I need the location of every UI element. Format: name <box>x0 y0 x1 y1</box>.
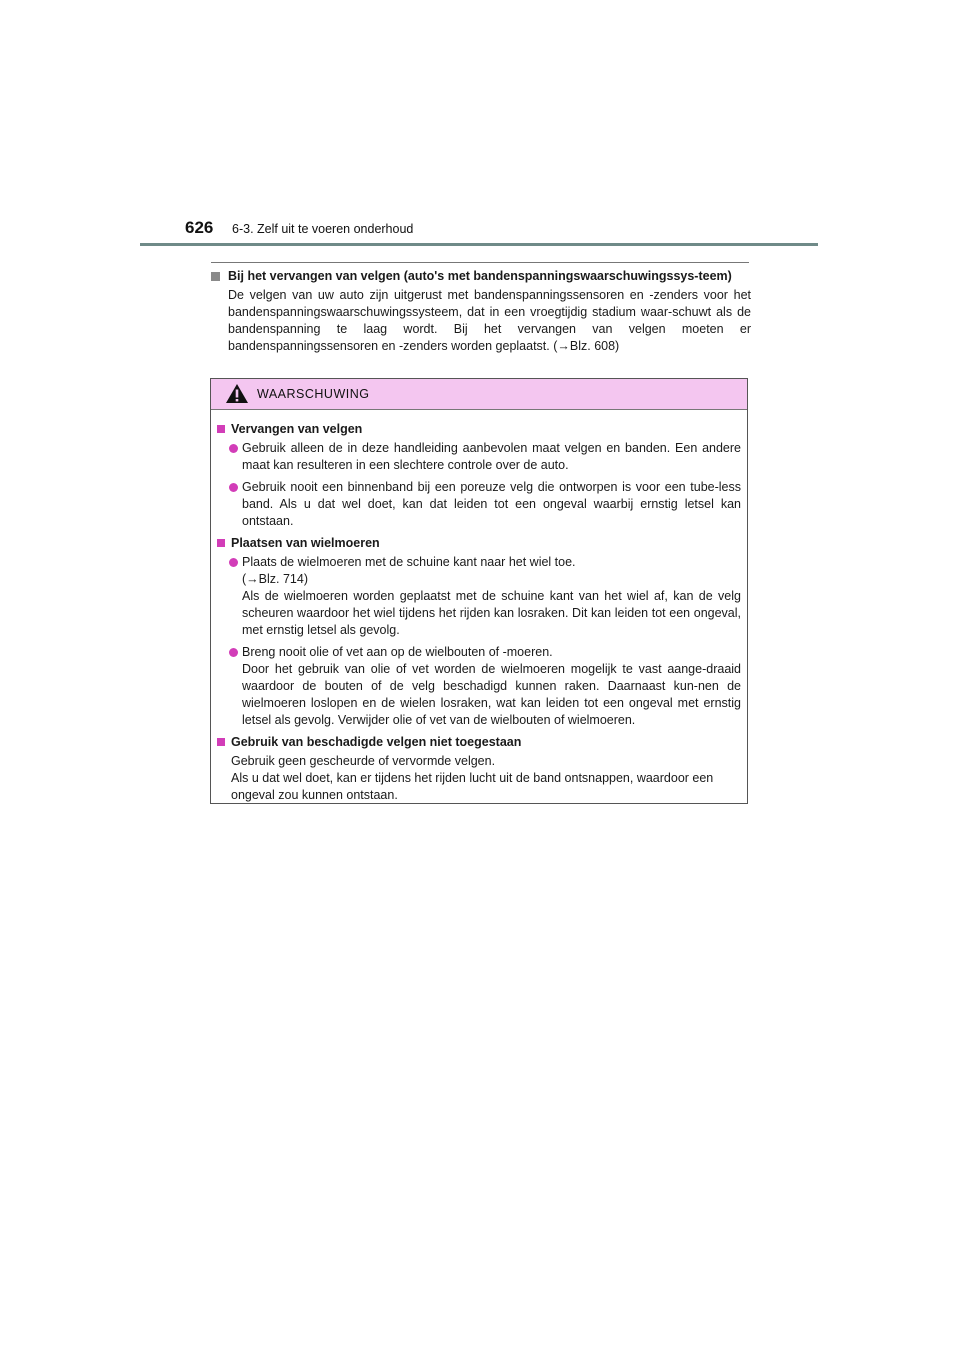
square-bullet-icon <box>217 738 225 746</box>
warning-section-heading <box>217 535 741 552</box>
warning-bullet-text: Door het gebruik van olie of vet worden de wielmoeren mogelijk te vast aange-draaid waardoor de bouten of de velg beschadigd kunnen raken. Daarnaast kun-nen de wielmoeren loslopen en de wielen losraken, wat kan leiden tot een ongeval met ernstig letsel als gevolg. Verwijder olie of vet van de wielbouten of wielmoeren. <box>242 662 741 727</box>
warning-paragraph-text: Gebruik geen gescheurde of vervormde velgen. <box>231 754 496 768</box>
warning-bullet-text: Breng nooit olie of vet aan op de wielbouten of -moeren. <box>242 645 553 659</box>
section-title: 6-3. Zelf uit te voeren onderhoud <box>232 222 414 236</box>
warning-title: WAARSCHUWING <box>257 387 370 401</box>
warning-section-heading-text: Gebruik van beschadigde velgen niet toegestaan <box>231 735 522 749</box>
warning-body <box>211 410 747 804</box>
square-bullet-icon <box>217 425 225 433</box>
round-bullet-icon <box>229 648 238 657</box>
round-bullet-icon <box>229 558 238 567</box>
round-bullet-icon <box>229 444 238 453</box>
warning-paragraph <box>217 753 741 804</box>
round-bullet-icon <box>229 483 238 492</box>
warning-bullet-item <box>217 479 741 530</box>
content-rule <box>211 262 749 263</box>
warning-section-heading <box>217 421 741 438</box>
warning-paragraph-text: Als u dat wel doet, kan er tijdens het rijden lucht uit de band ontsnappen, waardoor een ongeval zou kunnen ontstaan. <box>231 771 714 802</box>
warning-bullet-text: Als de wielmoeren worden geplaatst met de schuine kant van het wiel af, kan de velg scheuren waardoor het wiel tijdens het rijden kan losraken. Dit kan leiden tot een ongeval, met ernstig letsel als gevolg. <box>242 589 741 637</box>
warning-bullet-text: (→Blz. 714) <box>242 572 308 586</box>
warning-bullet-text: Gebruik alleen de in deze handleiding aanbevolen maat velgen en banden. Een andere maat kan resulteren in een slechtere controle over de auto. <box>242 441 741 472</box>
warning-box <box>210 378 748 804</box>
page-number: 626 <box>185 218 214 237</box>
warning-bullet-text: Gebruik nooit een binnenband bij een poreuze velg die ontworpen is voor een tube-less band. Als u dat wel doet, kan dat leiden tot een ongeval waarbij ernstig letsel kan ontstaan. <box>242 480 741 528</box>
warning-bullet-item <box>217 644 741 729</box>
square-bullet-icon <box>217 539 225 547</box>
warning-header <box>211 379 747 410</box>
warning-bullet-text: Plaats de wielmoeren met de schuine kant naar het wiel toe. <box>242 555 576 569</box>
intro-body: De velgen van uw auto zijn uitgerust met bandenspanningssensoren en -zenders voor het bandenspanningswaarschuwingssysteem, dat in een vroegtijdig stadium waar-schuwt als de bandenspanning te laag wordt. Bij het vervangen van velgen moeten er bandenspanningssensoren en -zenders worden geplaatst. (→Blz. 608) <box>228 288 751 353</box>
square-bullet-icon <box>211 272 220 281</box>
warning-bullet-item <box>217 554 741 639</box>
warning-bullet-item <box>217 440 741 474</box>
warning-section-heading <box>217 734 741 751</box>
intro-heading <box>211 268 751 285</box>
warning-section-heading-text: Plaatsen van wielmoeren <box>231 536 380 550</box>
warning-section-heading-text: Vervangen van velgen <box>231 422 363 436</box>
intro-heading-text: Bij het vervangen van velgen (auto's met bandenspanningswaarschuwingssys-teem) <box>228 269 732 283</box>
warning-triangle-icon <box>225 383 249 404</box>
intro-section <box>211 268 751 355</box>
header-rule <box>140 243 818 246</box>
